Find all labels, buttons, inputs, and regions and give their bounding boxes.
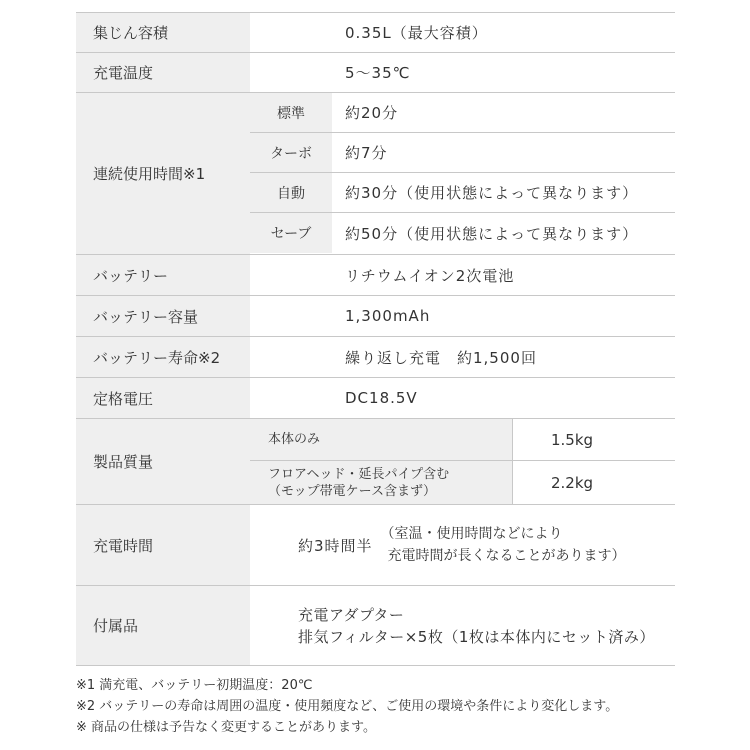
runtime-mode-row [250,133,675,173]
row-weight [76,419,675,505]
row-accessories [76,586,675,666]
accessories-label: 付属品 [76,586,250,665]
voltage-label: 定格電圧 [76,378,250,418]
weight-item-label-line2: （モップ帯電ケース含まず） [268,483,436,499]
row-battery [76,255,675,296]
row-charge-temp [76,53,675,93]
runtime-mode-value: 約20分 [345,104,399,122]
accessories-content [250,586,675,665]
weight-items [250,419,675,504]
spec-table [76,12,675,666]
battery-label: バッテリー [76,255,250,295]
runtime-mode-value: 約7分 [345,144,388,162]
runtime-mode-label: 自動 [250,173,332,212]
runtime-mode-label: セーブ [250,213,332,253]
weight-item-value: 1.5kg [512,419,675,460]
weight-item-label-line1: フロアヘッド・延長パイプ含む [268,466,450,482]
footnote: ※2 バッテリーの寿命は周囲の温度・使用頻度など、ご使用の環境や条件により変化します。 [76,699,619,714]
runtime-mode-row [250,93,675,133]
runtime-mode-row [250,173,675,213]
runtime-mode-value: 約30分（使用状態によって異なります） [345,184,639,202]
runtime-label: 連続使用時間※1 [76,93,250,254]
weight-item-label [250,461,512,504]
row-charge-time [76,505,675,586]
charge-time-value: 約3時間半 [298,536,373,555]
footnote: ※ 商品の仕様は予告なく変更することがあります。 [76,720,376,735]
voltage-value: DC18.5V [345,389,418,407]
weight-item-label-line1: 本体のみ [268,432,321,447]
runtime-mode-label: ターボ [250,133,332,172]
battery-capacity-label: バッテリー容量 [76,296,250,336]
footnotes [76,675,618,738]
runtime-modes [250,93,675,254]
charge-temp-value: 5〜35℃ [345,64,411,82]
battery-capacity-value: 1,300mAh [345,307,431,325]
runtime-mode-row [250,213,675,253]
row-dust-capacity [76,13,675,53]
charge-time-content [250,505,675,585]
charge-time-note [381,523,626,567]
footnote: ※1 満充電、バッテリー初期温度：20℃ [76,678,313,693]
weight-item-label [250,419,512,460]
accessories-line1: 充電アダプター [298,605,405,624]
row-voltage [76,378,675,419]
weight-item-value: 2.2kg [512,461,675,504]
battery-life-label: バッテリー寿命※2 [76,337,250,377]
charge-time-label: 充電時間 [76,505,250,585]
battery-value: リチウムイオン2次電池 [345,266,515,285]
weight-item-row [250,419,675,461]
weight-label: 製品質量 [76,419,250,504]
charge-time-note-line1: （室温・使用時間などにより [380,526,563,542]
dust-capacity-label: 集じん容積 [76,13,250,52]
runtime-mode-label: 標準 [250,93,332,132]
row-runtime [76,93,675,255]
charge-time-note-line2: 充電時間が長くなることがあります） [387,548,626,564]
runtime-mode-value: 約50分（使用状態によって異なります） [345,224,639,243]
charge-temp-label: 充電温度 [76,53,250,92]
row-battery-life [76,337,675,378]
battery-life-value: 繰り返し充電 約1,500回 [345,348,537,367]
weight-item-row [250,461,675,504]
row-battery-capacity [76,296,675,337]
dust-capacity-value: 0.35L（最大容積） [345,24,488,42]
accessories-line2: 排気フィルター×5枚（1枚は本体内にセット済み） [298,627,655,646]
